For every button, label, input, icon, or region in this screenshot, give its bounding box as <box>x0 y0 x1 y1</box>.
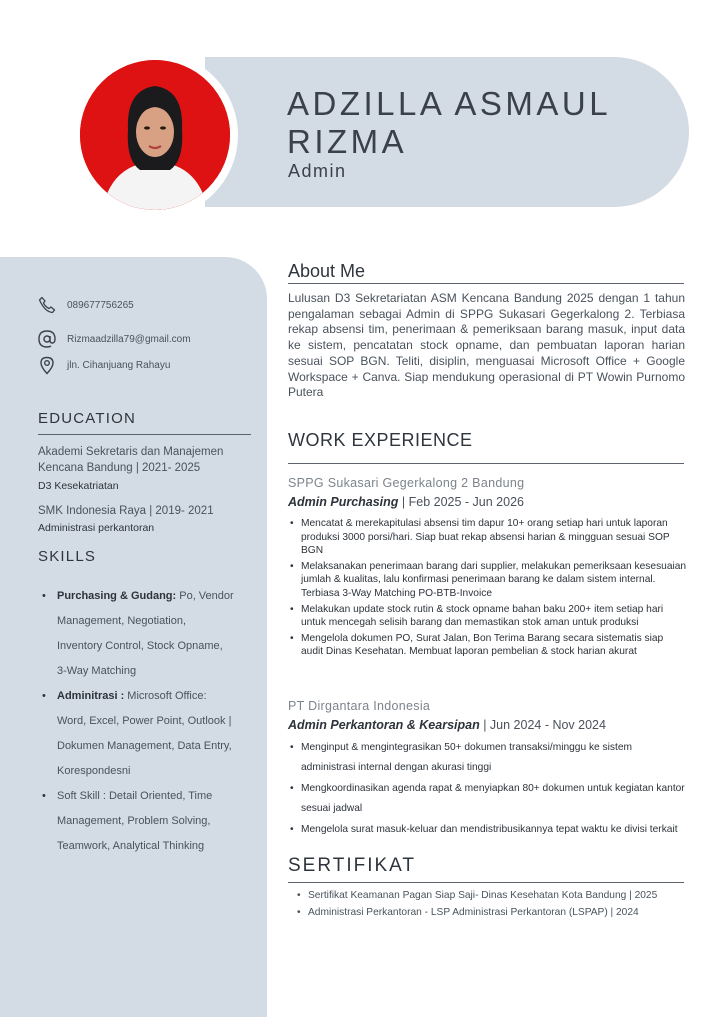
education-school-2: SMK Indonesia Raya | 2019- 2021 <box>38 505 214 517</box>
skill-label: Adminitrasi : <box>57 690 125 702</box>
skill-text: Microsoft Office: <box>124 690 207 702</box>
about-text: Lulusan D3 Sekretariatan ASM Kencana Bandung 2025 dengan 1 tahun pengalaman sebagai Admin di SPPG Sukasari Gegerkalong 2. Terbiasa rekap absensi tim, penerimaan & pemeriksaan barang masuk, input data ke sistem, pencatatan stock opname, dan pembuatan laporan harian sesuai SOP BGN. Teliti, disiplin, menguasai Microsoft Office + Google Workspace + Canva. Siap mendukung operasional di PT Wowin Purnomo Putera <box>288 291 685 400</box>
job-1-bullet: • Mengelola dokumen PO, Surat Jalan, Bon Terima Barang secara sistematis siap audit Dinas Kesehatan. Membuat laporan pembelian & stock harian akurat <box>288 632 688 659</box>
education-degree-2: Administrasi perkantoran <box>38 522 155 534</box>
certificate-item: • Administrasi Perkantoran - LSP Administrasi Perkantoran (LSPAP) | 2024 <box>295 906 685 920</box>
job-2-period: | Jun 2024 - Nov 2024 <box>479 718 606 732</box>
skill-text: 3-Way Matching <box>57 665 137 677</box>
at-icon <box>37 329 57 349</box>
phone-text: 089677756265 <box>67 299 134 311</box>
job-1-title: Admin Purchasing <box>288 495 399 509</box>
email-text: Rizmaadzilla79@gmail.com <box>67 333 191 345</box>
school-1-line-2: Kencana Bandung | 2021- 2025 <box>38 462 201 474</box>
job-2-bullet: • Menginput & mengintegrasikan 50+ dokumen transaksi/minggu ke sistem administrasi internal dengan akurasi tinggi <box>288 738 688 778</box>
skill-text: Inventory Control, Stock Opname, <box>57 640 223 652</box>
about-divider <box>288 283 684 284</box>
job-2-bullets <box>288 738 688 841</box>
skill-text: Korespondesni <box>57 765 131 777</box>
contact-email <box>37 329 191 349</box>
job-1-position <box>288 495 524 509</box>
skills-heading: SKILLS <box>38 548 97 565</box>
education-degree-1: D3 Kesekatriatan <box>38 480 119 492</box>
certificate-heading: SERTIFIKAT <box>288 855 417 876</box>
job-1-bullet: • Melaksanakan penerimaan barang dari supplier, melakukan pemeriksaan kesesuaian jumlah & kualitas, lalu konfirmasi penerimaan barang ke dalam sistem internal. Terbiasa 3-Way Matching PO-BTB-Invoice <box>288 560 688 601</box>
job-1-bullet: • Mencatat & merekapitulasi absensi tim dapur 10+ orang setiap hari untuk laporan produksi 3000 porsi/hari. Siap buat rekap absensi harian & mingguan sesuai SOP BGN <box>288 517 688 558</box>
skill-text: Management, Negotiation, <box>57 615 187 627</box>
job-1-bullet: • Melakukan update stock rutin & stock opname bahan baku 200+ item setiap hari untuk mencegah selisih barang dan memastikan stok aman untuk produksi <box>288 603 688 630</box>
contact-address <box>37 355 170 375</box>
school-1-line-1: Akademi Sekretaris dan Manajemen <box>38 446 224 458</box>
skill-item-purchasing <box>40 584 255 684</box>
location-pin-icon <box>37 355 57 375</box>
profile-photo <box>80 60 230 210</box>
job-2-bullet: • Mengkoordinasikan agenda rapat & menyiapkan 80+ dokumen untuk kegiatan kantor sesuai jadwal <box>288 779 688 819</box>
skill-text: Soft Skill : Detail Oriented, Time <box>57 790 213 802</box>
skill-text: Dokumen Management, Data Entry, <box>57 740 232 752</box>
certificate-item: • Sertifikat Keamanan Pagan Siap Saji- Dinas Kesehatan Kota Bandung | 2025 <box>295 889 685 903</box>
contact-phone <box>37 295 134 315</box>
education-heading: EDUCATION <box>38 410 137 427</box>
job-2-position <box>288 718 606 732</box>
about-heading: About Me <box>288 261 366 281</box>
name-line-1: ADZILLA ASMAUL <box>287 85 612 122</box>
candidate-name <box>287 85 667 161</box>
job-1-company: SPPG Sukasari Gegerkalong 2 Bandung <box>288 476 525 490</box>
skill-item-soft-skill <box>40 784 255 859</box>
skill-text: Management, Problem Solving, <box>57 815 211 827</box>
job-1-period: | Feb 2025 - Jun 2026 <box>398 495 524 509</box>
work-heading: WORK EXPERIENCE <box>288 430 473 450</box>
skills-list <box>40 584 255 859</box>
job-role: Admin <box>288 161 347 181</box>
job-1-bullets <box>288 517 688 661</box>
certificate-divider <box>288 882 684 883</box>
skill-text: Teamwork, Analytical Thinking <box>57 840 205 852</box>
phone-icon <box>37 295 57 315</box>
skill-text: Po, Vendor <box>176 590 234 602</box>
job-2-company: PT Dirgantara Indonesia <box>288 699 431 713</box>
name-line-2: RIZMA <box>287 123 408 160</box>
skill-text: Word, Excel, Power Point, Outlook | <box>57 715 232 727</box>
education-school-1 <box>38 444 253 476</box>
work-divider <box>288 463 684 464</box>
job-2-bullet: • Mengelola surat masuk-keluar dan mendistribusikannya tepat waktu ke divisi terkait <box>288 820 688 840</box>
address-text: jln. Cihanjuang Rahayu <box>67 359 171 371</box>
job-2-title: Admin Perkantoran & Kearsipan <box>288 718 480 732</box>
education-divider <box>38 434 251 435</box>
skill-label: Purchasing & Gudang: <box>57 590 177 602</box>
certificate-list <box>295 889 685 922</box>
skill-item-administrasi <box>40 684 255 784</box>
